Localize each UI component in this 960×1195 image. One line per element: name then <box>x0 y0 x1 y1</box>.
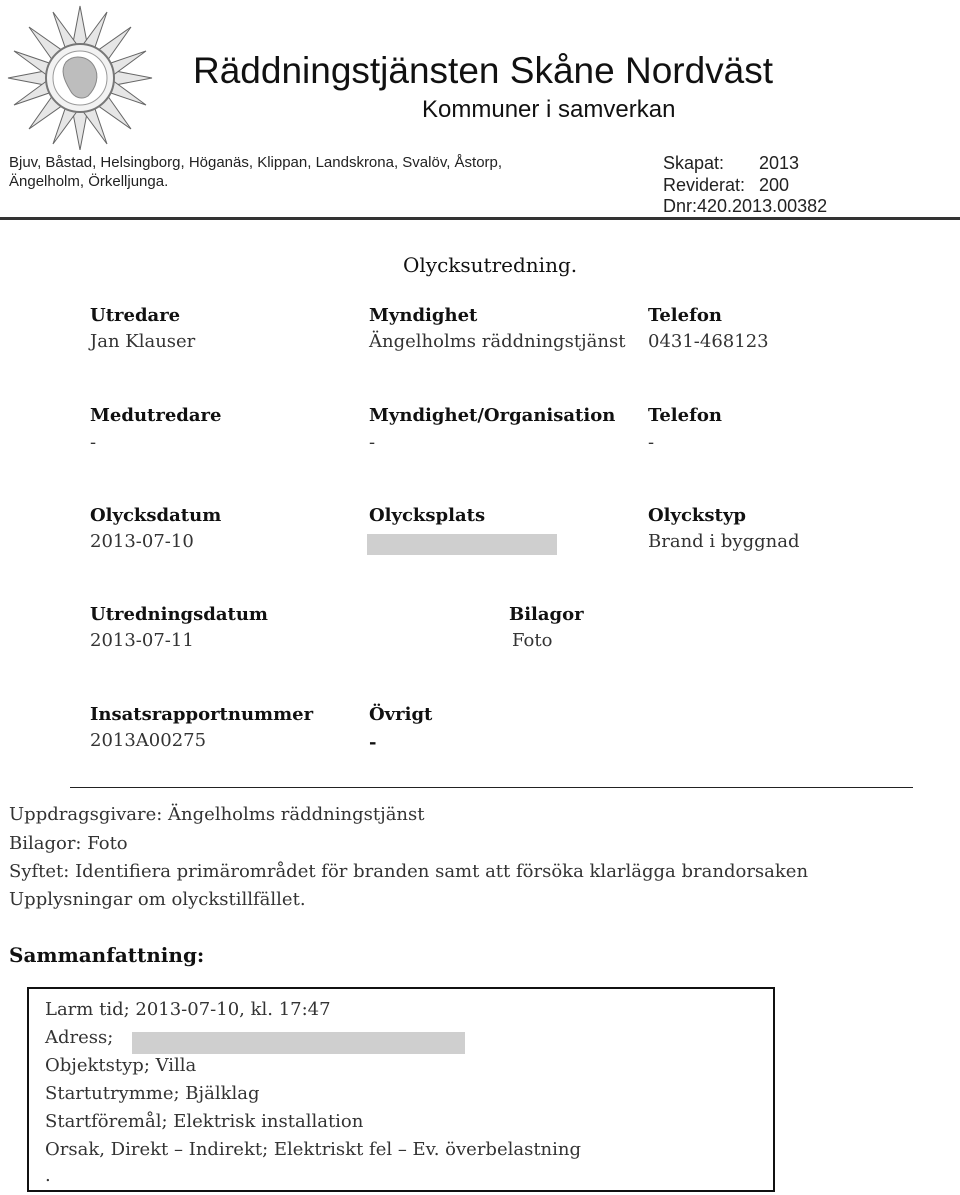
revised-row <box>663 175 789 196</box>
client-line: Uppdragsgivare: Ängelholms räddningstjänst <box>9 804 425 825</box>
created-row <box>663 153 799 174</box>
section-divider <box>70 787 913 788</box>
summary-line-address: Adress; <box>45 1027 114 1048</box>
document-title: Olycksutredning. <box>403 253 578 277</box>
accident-type-value: Brand i byggnad <box>648 531 800 552</box>
municipalities-line-1: Bjuv, Båstad, Helsingborg, Höganäs, Klippan, Landskrona, Svalöv, Åstorp, <box>9 154 503 171</box>
authority-org-label: Myndighet/Organisation <box>369 405 616 426</box>
other-value: - <box>369 732 377 753</box>
authority-value: Ängelholms räddningstjänst <box>369 331 626 352</box>
summary-line-cause: Orsak, Direkt – Indirekt; Elektriskt fel – Ev. överbelastning <box>45 1139 582 1160</box>
summary-heading: Sammanfattning: <box>9 943 205 967</box>
summary-box <box>27 987 775 1192</box>
report-number-value: 2013A00275 <box>90 730 207 751</box>
summary-line-alarm: Larm tid; 2013-07-10, kl. 17:47 <box>45 999 331 1020</box>
phone2-value: - <box>648 432 655 453</box>
authority-label: Myndighet <box>369 305 478 326</box>
created-value: 2013 <box>759 153 800 173</box>
summary-line-object-type: Objektstyp; Villa <box>45 1055 197 1076</box>
co-investigator-label: Medutredare <box>90 405 222 426</box>
revised-label: Reviderat: <box>663 175 746 195</box>
attachments-line: Bilagor: Foto <box>9 833 128 854</box>
authority-org-value: - <box>369 432 376 453</box>
header-divider <box>0 217 960 220</box>
summary-line-end: . <box>45 1165 51 1186</box>
investigator-value: Jan Klauser <box>90 331 196 352</box>
purpose-line: Syftet: Identifiera primärområdet för branden samt att försöka klarlägga brandorsaken <box>9 861 809 882</box>
summary-line-start-space: Startutrymme; Bjälklag <box>45 1083 260 1104</box>
created-label: Skapat: <box>663 153 725 173</box>
phone-label: Telefon <box>648 305 722 326</box>
phone2-label: Telefon <box>648 405 722 426</box>
redacted-address <box>132 1032 465 1054</box>
municipalities <box>9 153 502 191</box>
other-label: Övrigt <box>369 704 433 725</box>
municipalities-line-2: Ängelholm, Örkelljunga. <box>9 173 169 190</box>
org-subtitle: Kommuner i samverkan <box>422 96 676 123</box>
attachments-label: Bilagor <box>509 604 584 625</box>
info-line: Upplysningar om olyckstillfället. <box>9 889 306 910</box>
accident-type-label: Olyckstyp <box>648 505 746 526</box>
investigation-date-value: 2013-07-11 <box>90 630 194 651</box>
redacted-accident-place <box>367 534 557 555</box>
co-investigator-value: - <box>90 432 97 453</box>
investigator-label: Utredare <box>90 305 181 326</box>
accident-date-value: 2013-07-10 <box>90 531 194 552</box>
accident-place-label: Olycksplats <box>369 505 486 526</box>
revised-value: 200 <box>759 175 790 195</box>
phone-value: 0431-468123 <box>648 331 769 352</box>
accident-date-label: Olycksdatum <box>90 505 222 526</box>
investigation-date-label: Utredningsdatum <box>90 604 268 625</box>
org-title: Räddningstjänsten Skåne Nordväst <box>193 50 774 91</box>
dnr: Dnr:420.2013.00382 <box>663 196 828 216</box>
fire-service-emblem-icon <box>0 0 160 150</box>
report-number-label: Insatsrapportnummer <box>90 704 314 725</box>
summary-line-start-object: Startföremål; Elektrisk installation <box>45 1111 364 1132</box>
attachments-value: Foto <box>512 630 553 651</box>
